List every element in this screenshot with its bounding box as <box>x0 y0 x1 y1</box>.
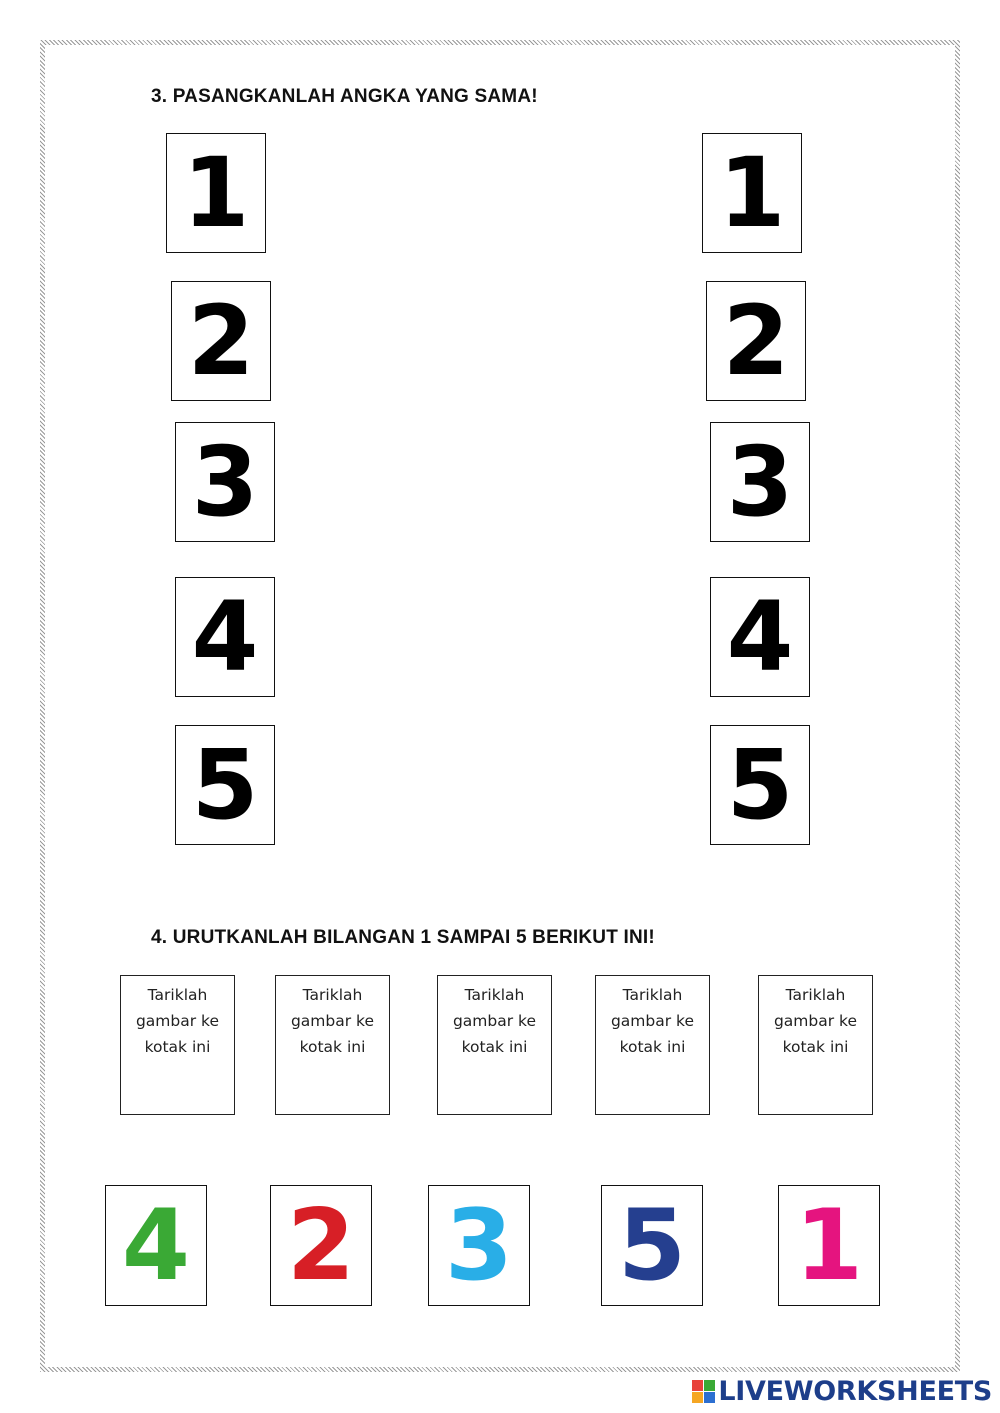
draggable-number-card[interactable] <box>601 1185 703 1306</box>
section-3-title: 3. PASANGKANLAH ANGKA YANG SAMA! <box>151 86 538 107</box>
number-label: 3 <box>444 1188 514 1303</box>
drop-box-line: Tariklah <box>622 986 683 1004</box>
drop-box-line: gambar ke <box>290 1012 375 1030</box>
number-label: 5 <box>191 729 259 841</box>
number-label: 2 <box>722 285 790 397</box>
drop-box-line: gambar ke <box>452 1012 537 1030</box>
draggable-number-card[interactable] <box>778 1185 880 1306</box>
number-label: 2 <box>187 285 255 397</box>
drop-box-line: gambar ke <box>773 1012 858 1030</box>
drop-box-line: Tariklah <box>785 986 846 1004</box>
drop-box-line: Tariklah <box>147 986 208 1004</box>
right-number-card <box>706 281 806 401</box>
draggable-number-card[interactable] <box>428 1185 530 1306</box>
liveworksheets-logo-icon <box>692 1380 715 1403</box>
drop-box-line: kotak ini <box>144 1038 211 1056</box>
number-label: 1 <box>718 137 786 249</box>
drop-box[interactable] <box>595 975 710 1115</box>
liveworksheets-logo[interactable] <box>692 1376 992 1407</box>
number-label: 2 <box>286 1188 356 1303</box>
number-label: 3 <box>191 426 259 538</box>
drop-box-line: kotak ini <box>461 1038 528 1056</box>
left-number-card <box>175 577 275 697</box>
right-number-card <box>702 133 802 253</box>
drop-box-line: Tariklah <box>464 986 525 1004</box>
drop-box-line: gambar ke <box>610 1012 695 1030</box>
left-number-card <box>175 422 275 542</box>
drop-box[interactable] <box>437 975 552 1115</box>
number-label: 5 <box>726 729 794 841</box>
draggable-number-card[interactable] <box>105 1185 207 1306</box>
right-number-card <box>710 422 810 542</box>
liveworksheets-logo-text: LIVEWORKSHEETS <box>718 1376 992 1407</box>
number-label: 4 <box>121 1188 191 1303</box>
drop-box-line: kotak ini <box>299 1038 366 1056</box>
left-number-card <box>166 133 266 253</box>
section-4-title: 4. URUTKANLAH BILANGAN 1 SAMPAI 5 BERIKUT INI! <box>151 927 655 948</box>
right-number-card <box>710 725 810 845</box>
drop-box[interactable] <box>758 975 873 1115</box>
right-number-card <box>710 577 810 697</box>
number-label: 1 <box>182 137 250 249</box>
drop-box[interactable] <box>275 975 390 1115</box>
drop-box-line: kotak ini <box>619 1038 686 1056</box>
draggable-number-card[interactable] <box>270 1185 372 1306</box>
number-label: 4 <box>726 581 794 693</box>
drop-box-line: kotak ini <box>782 1038 849 1056</box>
left-number-card <box>171 281 271 401</box>
number-label: 4 <box>191 581 259 693</box>
drop-box[interactable] <box>120 975 235 1115</box>
drop-box-line: Tariklah <box>302 986 363 1004</box>
number-label: 3 <box>726 426 794 538</box>
left-number-card <box>175 725 275 845</box>
drop-box-line: gambar ke <box>135 1012 220 1030</box>
number-label: 5 <box>617 1188 687 1303</box>
number-label: 1 <box>794 1188 864 1303</box>
